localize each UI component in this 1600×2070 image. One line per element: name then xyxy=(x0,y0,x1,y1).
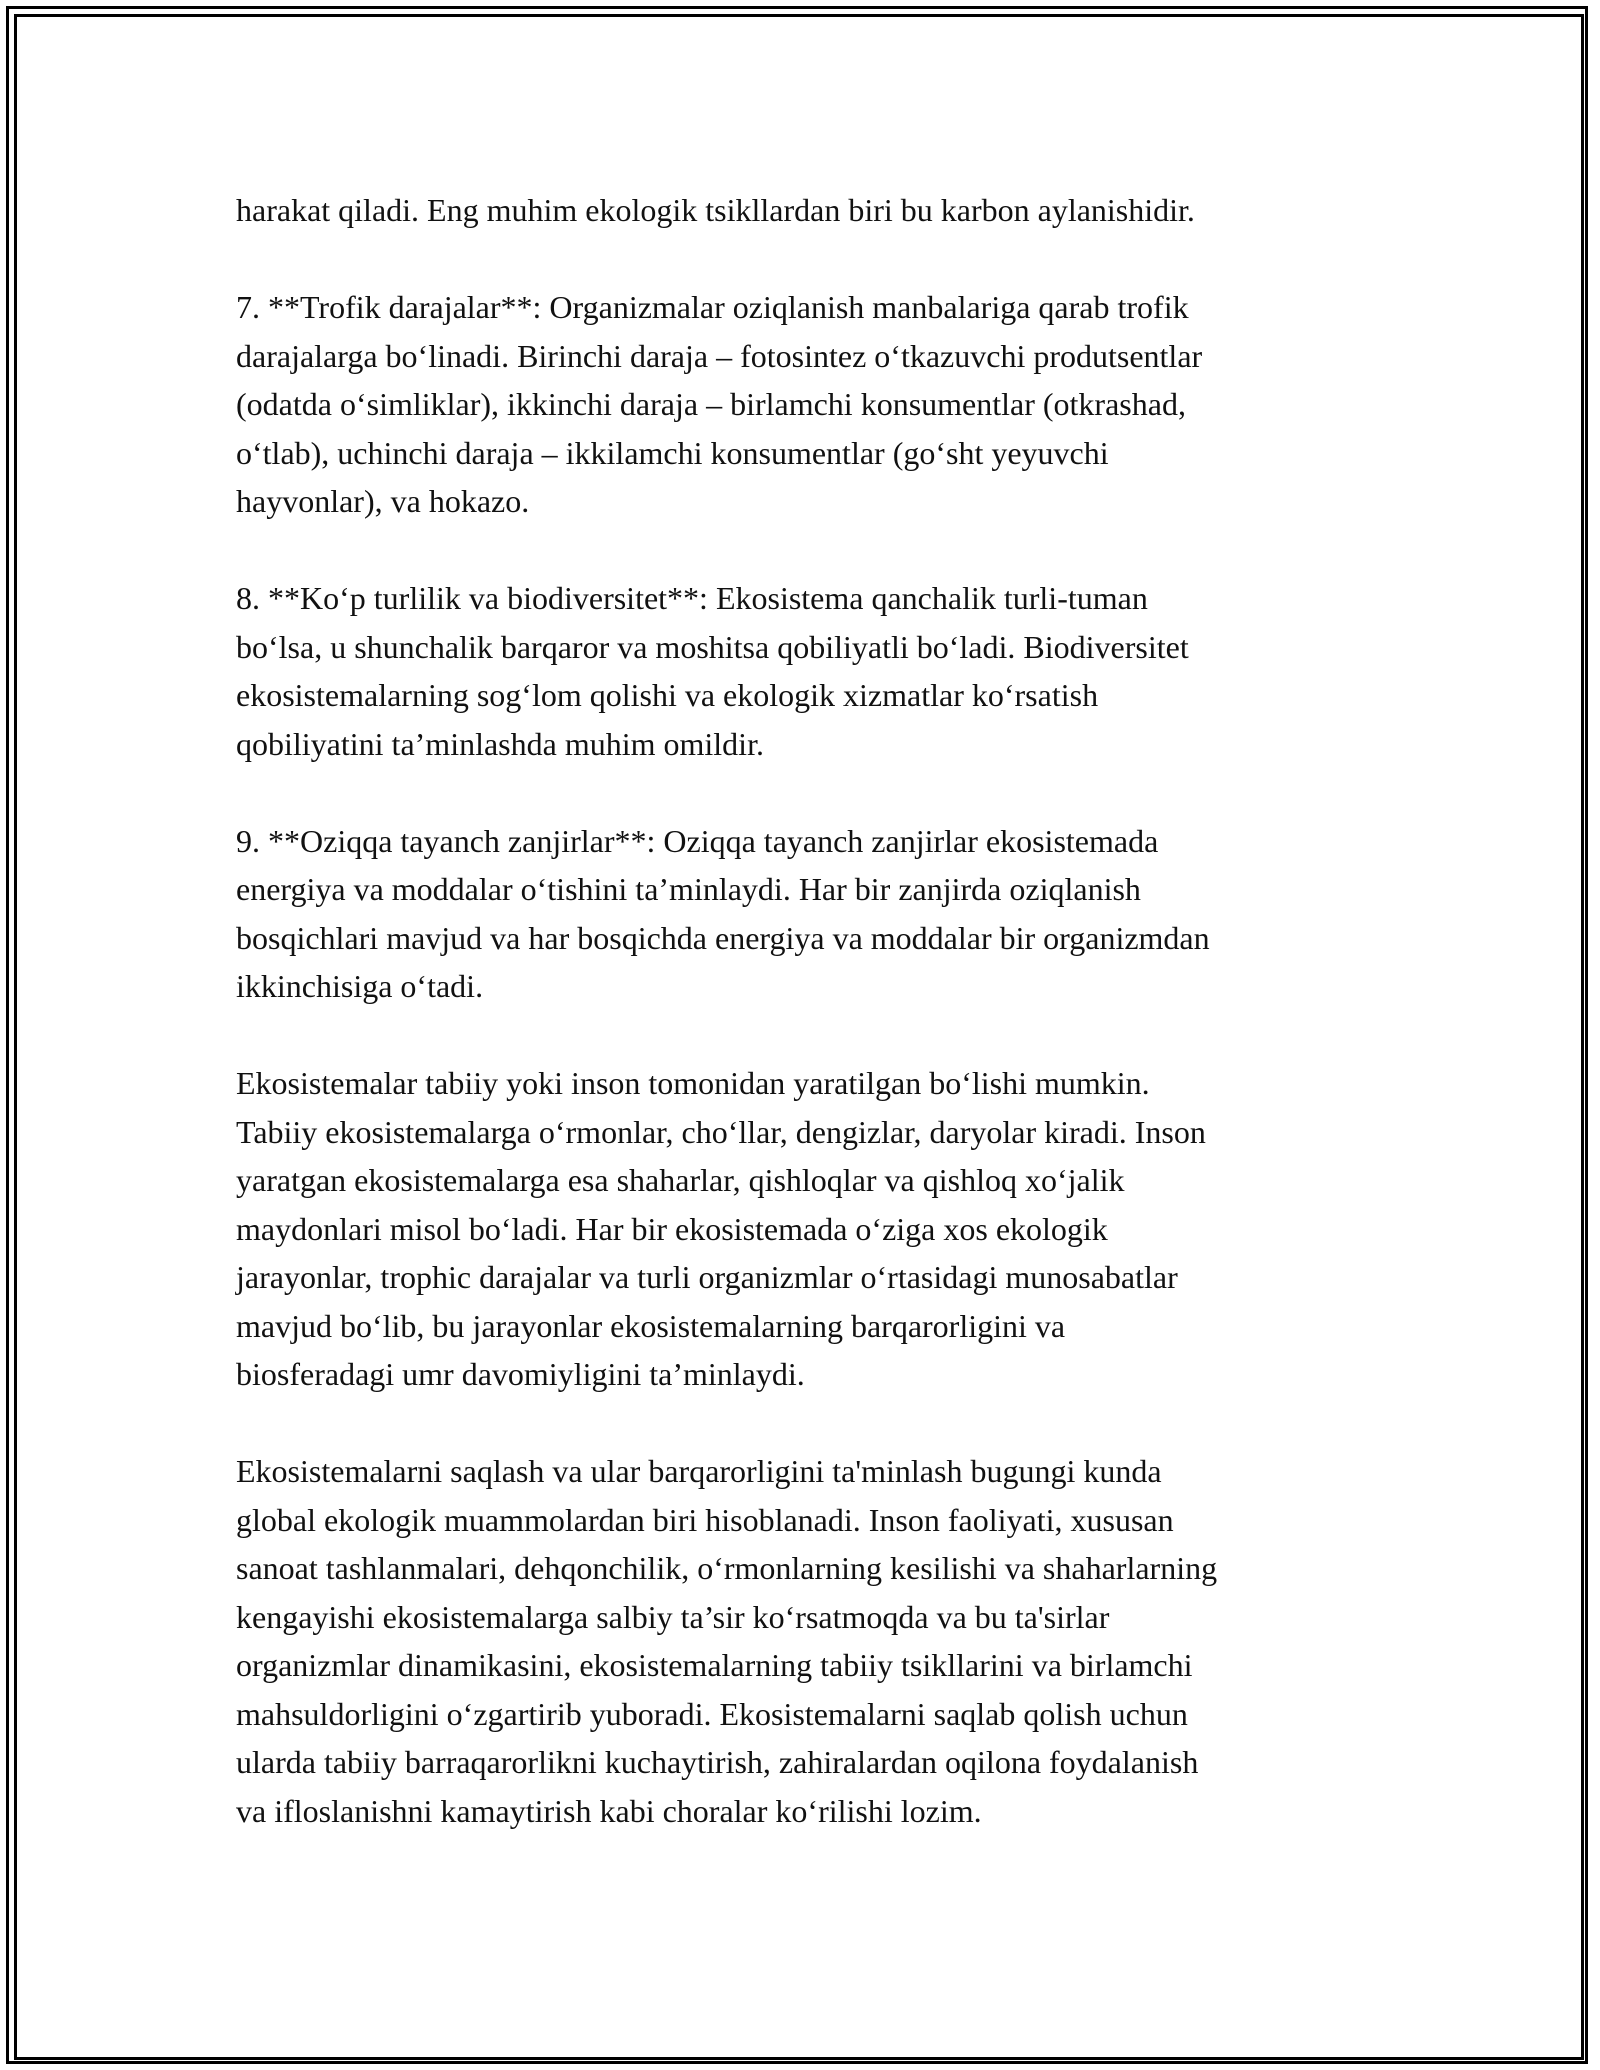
paragraph-biodiversitet: 8. **Koʻp turlilik va biodiversitet**: Ekosistema qanchalik turli-tuman boʻlsa, u shunchalik barqaror va moshitsa qobiliyatli boʻladi. Biodiversitet ekosistemalarning sogʻlom qolishi va ekologik xizmatlar koʻrsatish qobiliyatini ta’minlashda muhim omildir. xyxy=(236,580,1189,762)
paragraph-oziqqa-zanjirlar: 9. **Oziqqa tayanch zanjirlar**: Oziqqa tayanch zanjirlar ekosistemada energiya va moddalar oʻtishini ta’minlaydi. Har bir zanjirda oziqlanish bosqichlari mavjud va har bosqichda energiya va moddalar bir organizmdan ikkinchisiga oʻtadi. xyxy=(236,822,1210,1004)
document-body xyxy=(236,186,1376,1884)
paragraph-ekosistema-turlari: Ekosistemalar tabiiy yoki inson tomonidan yaratilgan boʻlishi mumkin. Tabiiy ekosistemalarga oʻrmonlar, choʻllar, dengizlar, daryolar kiradi. Inson yaratgan ekosistemalarga esa shaharlar, qishloqlar va qishloq xoʻjalik maydonlari misol boʻladi. Har bir ekosistemada oʻziga xos ekologik jarayonlar, trophic darajalar va turli organizmlar oʻrtasidagi munosabatlar mavjud boʻlib, bu jarayonlar ekosistemalarning barqarorligini va biosferadagi umr davomiyligini ta’minlaydi. xyxy=(236,1065,1206,1392)
paragraph-ekosistema-saqlash: Ekosistemalarni saqlash va ular barqarorligini ta'minlash bugungi kunda global ekologik muammolardan biri hisoblanadi. Inson faoliyati, xususan sanoat tashlanmalari, dehqonchilik, oʻrmonlarning kesilishi va shaharlarning kengayishi ekosistemalarga salbiy ta’sir koʻrsatmoqda va bu ta'sirlar organizmlar dinamikasini, ekosistemalarning tabiiy tsikllarini va birlamchi mahsuldorligini oʻzgartirib yuboradi. Ekosistemalarni saqlab qolish uchun ularda tabiiy barraqarorlikni kuchaytirish, zahiralardan oqilona foydalanish va ifloslanishni kamaytirish kabi choralar koʻrilishi lozim. xyxy=(236,1453,1218,1829)
paragraph-trofik-darajalar: 7. **Trofik darajalar**: Organizmalar oziqlanish manbalariga qarab trofik darajalarga boʻlinadi. Birinchi daraja – fotosintez oʻtkazuvchi produtsentlar (odatda oʻsimliklar), ikkinchi daraja – birlamchi konsumentlar (otkrashad, oʻtlab), uchinchi daraja – ikkilamchi konsumentlar (goʻsht yeyuvchi hayvonlar), va hokazo. xyxy=(236,289,1203,519)
paragraph-intro-continuation: harakat qiladi. Eng muhim ekologik tsikllardan biri bu karbon aylanishidir. xyxy=(236,192,1195,228)
